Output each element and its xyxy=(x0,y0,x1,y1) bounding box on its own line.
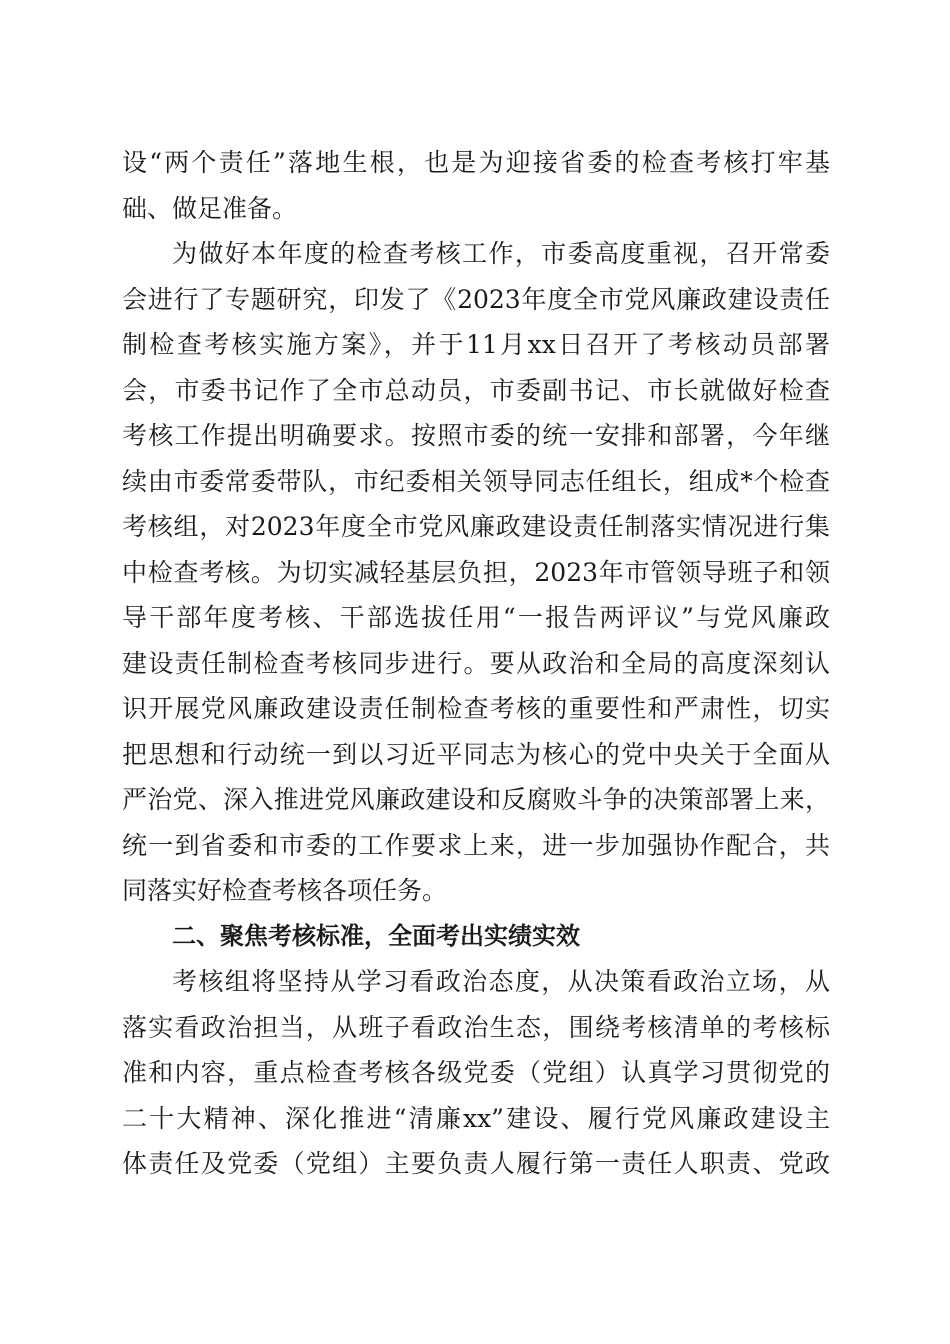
paragraph-line: 础、做足准备。 xyxy=(122,193,298,223)
paragraph-line: 统一到省委和市委的工作要求上来，进一步加强协作配合，共 xyxy=(122,830,830,860)
section-heading: 二、聚焦考核标准，全面考出实绩实效 xyxy=(172,921,580,950)
paragraph-line: 二十大精神、深化推进“清廉xx”建设、履行党风廉政建设主 xyxy=(122,1103,830,1133)
document-body xyxy=(122,140,830,1187)
paragraph-line: 把思想和行动统一到以习近平同志为核心的党中央关于全面从 xyxy=(122,739,830,769)
paragraph-line: 会，市委书记作了全市总动员，市委副书记、市长就做好检查 xyxy=(122,375,830,405)
paragraph-line: 会进行了专题研究，印发了《2023年度全市党风廉政建设责任 xyxy=(122,284,830,314)
paragraph-line: 准和内容，重点检查考核各级党委（党组）认真学习贯彻党的 xyxy=(122,1058,830,1087)
paragraph-line: 设“两个责任”落地生根，也是为迎接省委的检查考核打牢基 xyxy=(122,148,830,177)
paragraph-line: 体责任及党委（党组）主要负责人履行第一责任人职责、党政 xyxy=(122,1149,830,1178)
paragraph-line: 制检查考核实施方案》，并于11月xx日召开了考核动员部署 xyxy=(122,330,830,359)
paragraph-line: 中检查考核。为切实减轻基层负担，2023年市管领导班子和领 xyxy=(122,557,830,587)
paragraph-line: 同落实好检查考核各项任务。 xyxy=(122,876,448,905)
paragraph-line: 识开展党风廉政建设责任制检查考核的重要性和严肃性，切实 xyxy=(122,694,830,723)
paragraph-line: 为做好本年度的检查考核工作，市委高度重视，召开常委 xyxy=(172,239,830,268)
paragraph-line: 续由市委常委带队，市纪委相关领导同志任组长，组成*个检查 xyxy=(122,466,830,496)
paragraph-line: 建设责任制检查考核同步进行。要从政治和全局的高度深刻认 xyxy=(122,648,830,678)
paragraph-line: 严治党、深入推进党风廉政建设和反腐败斗争的决策部署上来， xyxy=(122,785,830,814)
paragraph-line: 落实看政治担当，从班子看政治生态，围绕考核清单的考核标 xyxy=(122,1012,830,1042)
paragraph-line: 考核组将坚持从学习看政治态度，从决策看政治立场，从 xyxy=(172,967,830,996)
paragraph-line: 考核工作提出明确要求。按照市委的统一安排和部署，今年继 xyxy=(122,421,830,450)
paragraph-line: 导干部年度考核、干部选拔任用“一报告两评议”与党风廉政 xyxy=(122,603,830,632)
paragraph-line: 考核组，对2023年度全市党风廉政建设责任制落实情况进行集 xyxy=(122,512,830,541)
